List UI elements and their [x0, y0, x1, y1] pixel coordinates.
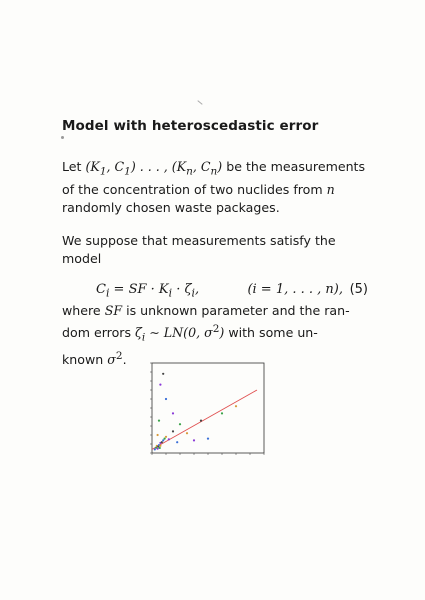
data-point	[235, 405, 237, 407]
scatter-plot	[138, 358, 268, 468]
slide-title: Model with heteroscedastic error	[62, 118, 319, 134]
data-point	[159, 447, 161, 449]
decorative-tick	[197, 100, 202, 105]
decorative-dot	[61, 136, 64, 139]
data-point	[161, 441, 163, 443]
data-point	[159, 384, 161, 386]
data-point	[172, 430, 174, 432]
equation-5: $C_i$ = SF · $K_i \cdot \zeta_i$, (i = 1, . . . , n), (5)	[96, 282, 368, 300]
data-point	[157, 434, 159, 436]
p1-text: Let	[62, 159, 86, 174]
data-point	[168, 438, 170, 440]
data-point	[207, 438, 209, 440]
data-point	[158, 420, 160, 422]
data-point	[165, 436, 167, 438]
p1-math: ($K_1$, $C_1$) . . . , ($K_n$, $C_n$)	[85, 159, 223, 178]
data-point	[221, 412, 223, 414]
paragraph-model-intro: We suppose that measurements satisfy the model	[62, 233, 336, 266]
data-point	[159, 445, 161, 447]
paragraph-where: where SF is unknown parameter and the ran- dom errors $\zeta_i$ ∼ LN(0, $\sigma^2$) with some un- known $\sigma^2$.	[62, 303, 350, 367]
data-point	[162, 439, 164, 441]
data-point	[154, 448, 156, 450]
data-point	[164, 438, 166, 440]
fit-line	[152, 390, 257, 449]
data-point	[157, 448, 159, 450]
equation-number: (5)	[349, 282, 368, 297]
data-point	[176, 441, 178, 443]
data-point	[193, 439, 195, 441]
data-point	[179, 423, 181, 425]
paragraph-measurements: Let ($K_1$, $C_1$) . . . , ($K_n$, $C_n$) be the measurements of the concentration of two nuclides from n randomly chosen waste packages.	[62, 159, 366, 215]
data-point	[186, 432, 188, 434]
data-point	[162, 373, 164, 375]
equation-range: (i = 1, . . . , n),	[247, 282, 343, 297]
data-point	[172, 412, 174, 414]
data-point	[200, 420, 202, 422]
data-point	[165, 398, 167, 400]
